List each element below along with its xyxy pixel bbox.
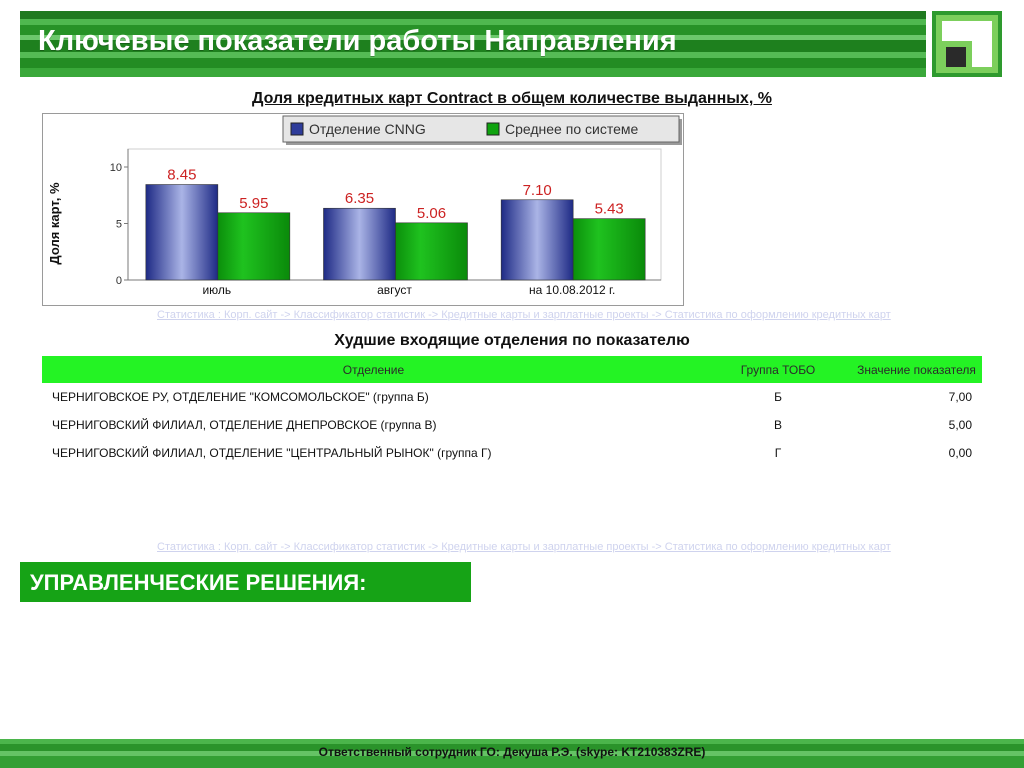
bar-value-label: 7.10 (522, 181, 552, 199)
x-tick-label: на 10.08.2012 г. (529, 283, 616, 297)
column-header-department[interactable]: Отделение (42, 356, 705, 383)
table-title: Худшие входящие отделения по показателю (334, 332, 690, 349)
bar (501, 200, 573, 280)
chart-canvas (43, 114, 683, 305)
cell-group: Б (774, 390, 782, 404)
footer-text: Ответственный сотрудник ГО: Декуша Р.Э. (skype: KT210383ZRE) (318, 745, 706, 759)
bar-chart (42, 113, 684, 306)
bar (324, 208, 396, 280)
x-tick-label: июль (202, 283, 232, 297)
y-tick-label: 10 (109, 162, 122, 174)
column-header-value[interactable]: Значение показателя (851, 356, 982, 383)
legend-swatch (291, 123, 303, 135)
legend-label: Отделение CNNG (309, 121, 426, 137)
y-tick-label: 5 (115, 218, 122, 231)
column-header-group[interactable]: Группа ТОБО (705, 356, 851, 383)
worst-branches-table (42, 356, 982, 467)
cell-value: 5,00 (948, 418, 972, 432)
bar-value-label: 5.95 (239, 194, 269, 212)
cell-department: ЧЕРНИГОВСКОЕ РУ, ОТДЕЛЕНИЕ "КОМСОМОЛЬСКОЕ" (группа Б) (52, 390, 429, 404)
page-title: Ключевые показатели работы Направления (38, 25, 677, 57)
legend-swatch (487, 123, 499, 135)
table-header-row (42, 356, 982, 383)
bar-value-label: 8.45 (167, 166, 197, 184)
cell-group: Г (774, 446, 782, 460)
chart-title-text: Доля кредитных карт Contract в общем количестве выданных, % (252, 90, 772, 107)
x-tick-label: август (377, 283, 412, 297)
bar (146, 185, 218, 280)
chart-title (0, 90, 1024, 108)
table-row[interactable] (42, 383, 982, 411)
y-tick-label: 0 (115, 275, 122, 287)
cell-group: В (773, 418, 782, 432)
decisions-heading: УПРАВЛЕНЧЕСКИЕ РЕШЕНИЯ: (20, 562, 471, 602)
breadcrumb-link[interactable]: Статистика : Корп. сайт -> Классификатор статистик -> Кредитные карты и зарплатные проекты -> Статистика по оформлению кредитных карт (157, 541, 891, 553)
footer-bar (0, 739, 1024, 768)
table-row[interactable] (42, 411, 982, 439)
cell-department: ЧЕРНИГОВСКИЙ ФИЛИАЛ, ОТДЕЛЕНИЕ ДНЕПРОВСКОЕ (группа В) (52, 418, 437, 432)
y-axis-label: Доля карт, % (47, 182, 62, 265)
cell-value: 7,00 (948, 390, 972, 404)
table-row[interactable] (42, 439, 982, 467)
bank-logo-icon (932, 11, 1002, 77)
bar-value-label: 5.06 (416, 204, 447, 222)
bar-value-label: 6.35 (344, 190, 375, 208)
cell-department: ЧЕРНИГОВСКИЙ ФИЛИАЛ, ОТДЕЛЕНИЕ "ЦЕНТРАЛЬНЫЙ РЫНОК" (группа Г) (52, 446, 492, 460)
cell-value: 0,00 (948, 446, 972, 460)
breadcrumb-link[interactable]: Статистика : Корп. сайт -> Классификатор статистик -> Кредитные карты и зарплатные проекты -> Статистика по оформлению кредитных карт (157, 309, 891, 321)
bar-value-label: 5.43 (594, 200, 624, 218)
header-banner (20, 11, 926, 77)
legend-label: Среднее по системе (505, 121, 639, 137)
bar (218, 213, 290, 280)
bar (396, 223, 468, 280)
bar (573, 219, 645, 280)
